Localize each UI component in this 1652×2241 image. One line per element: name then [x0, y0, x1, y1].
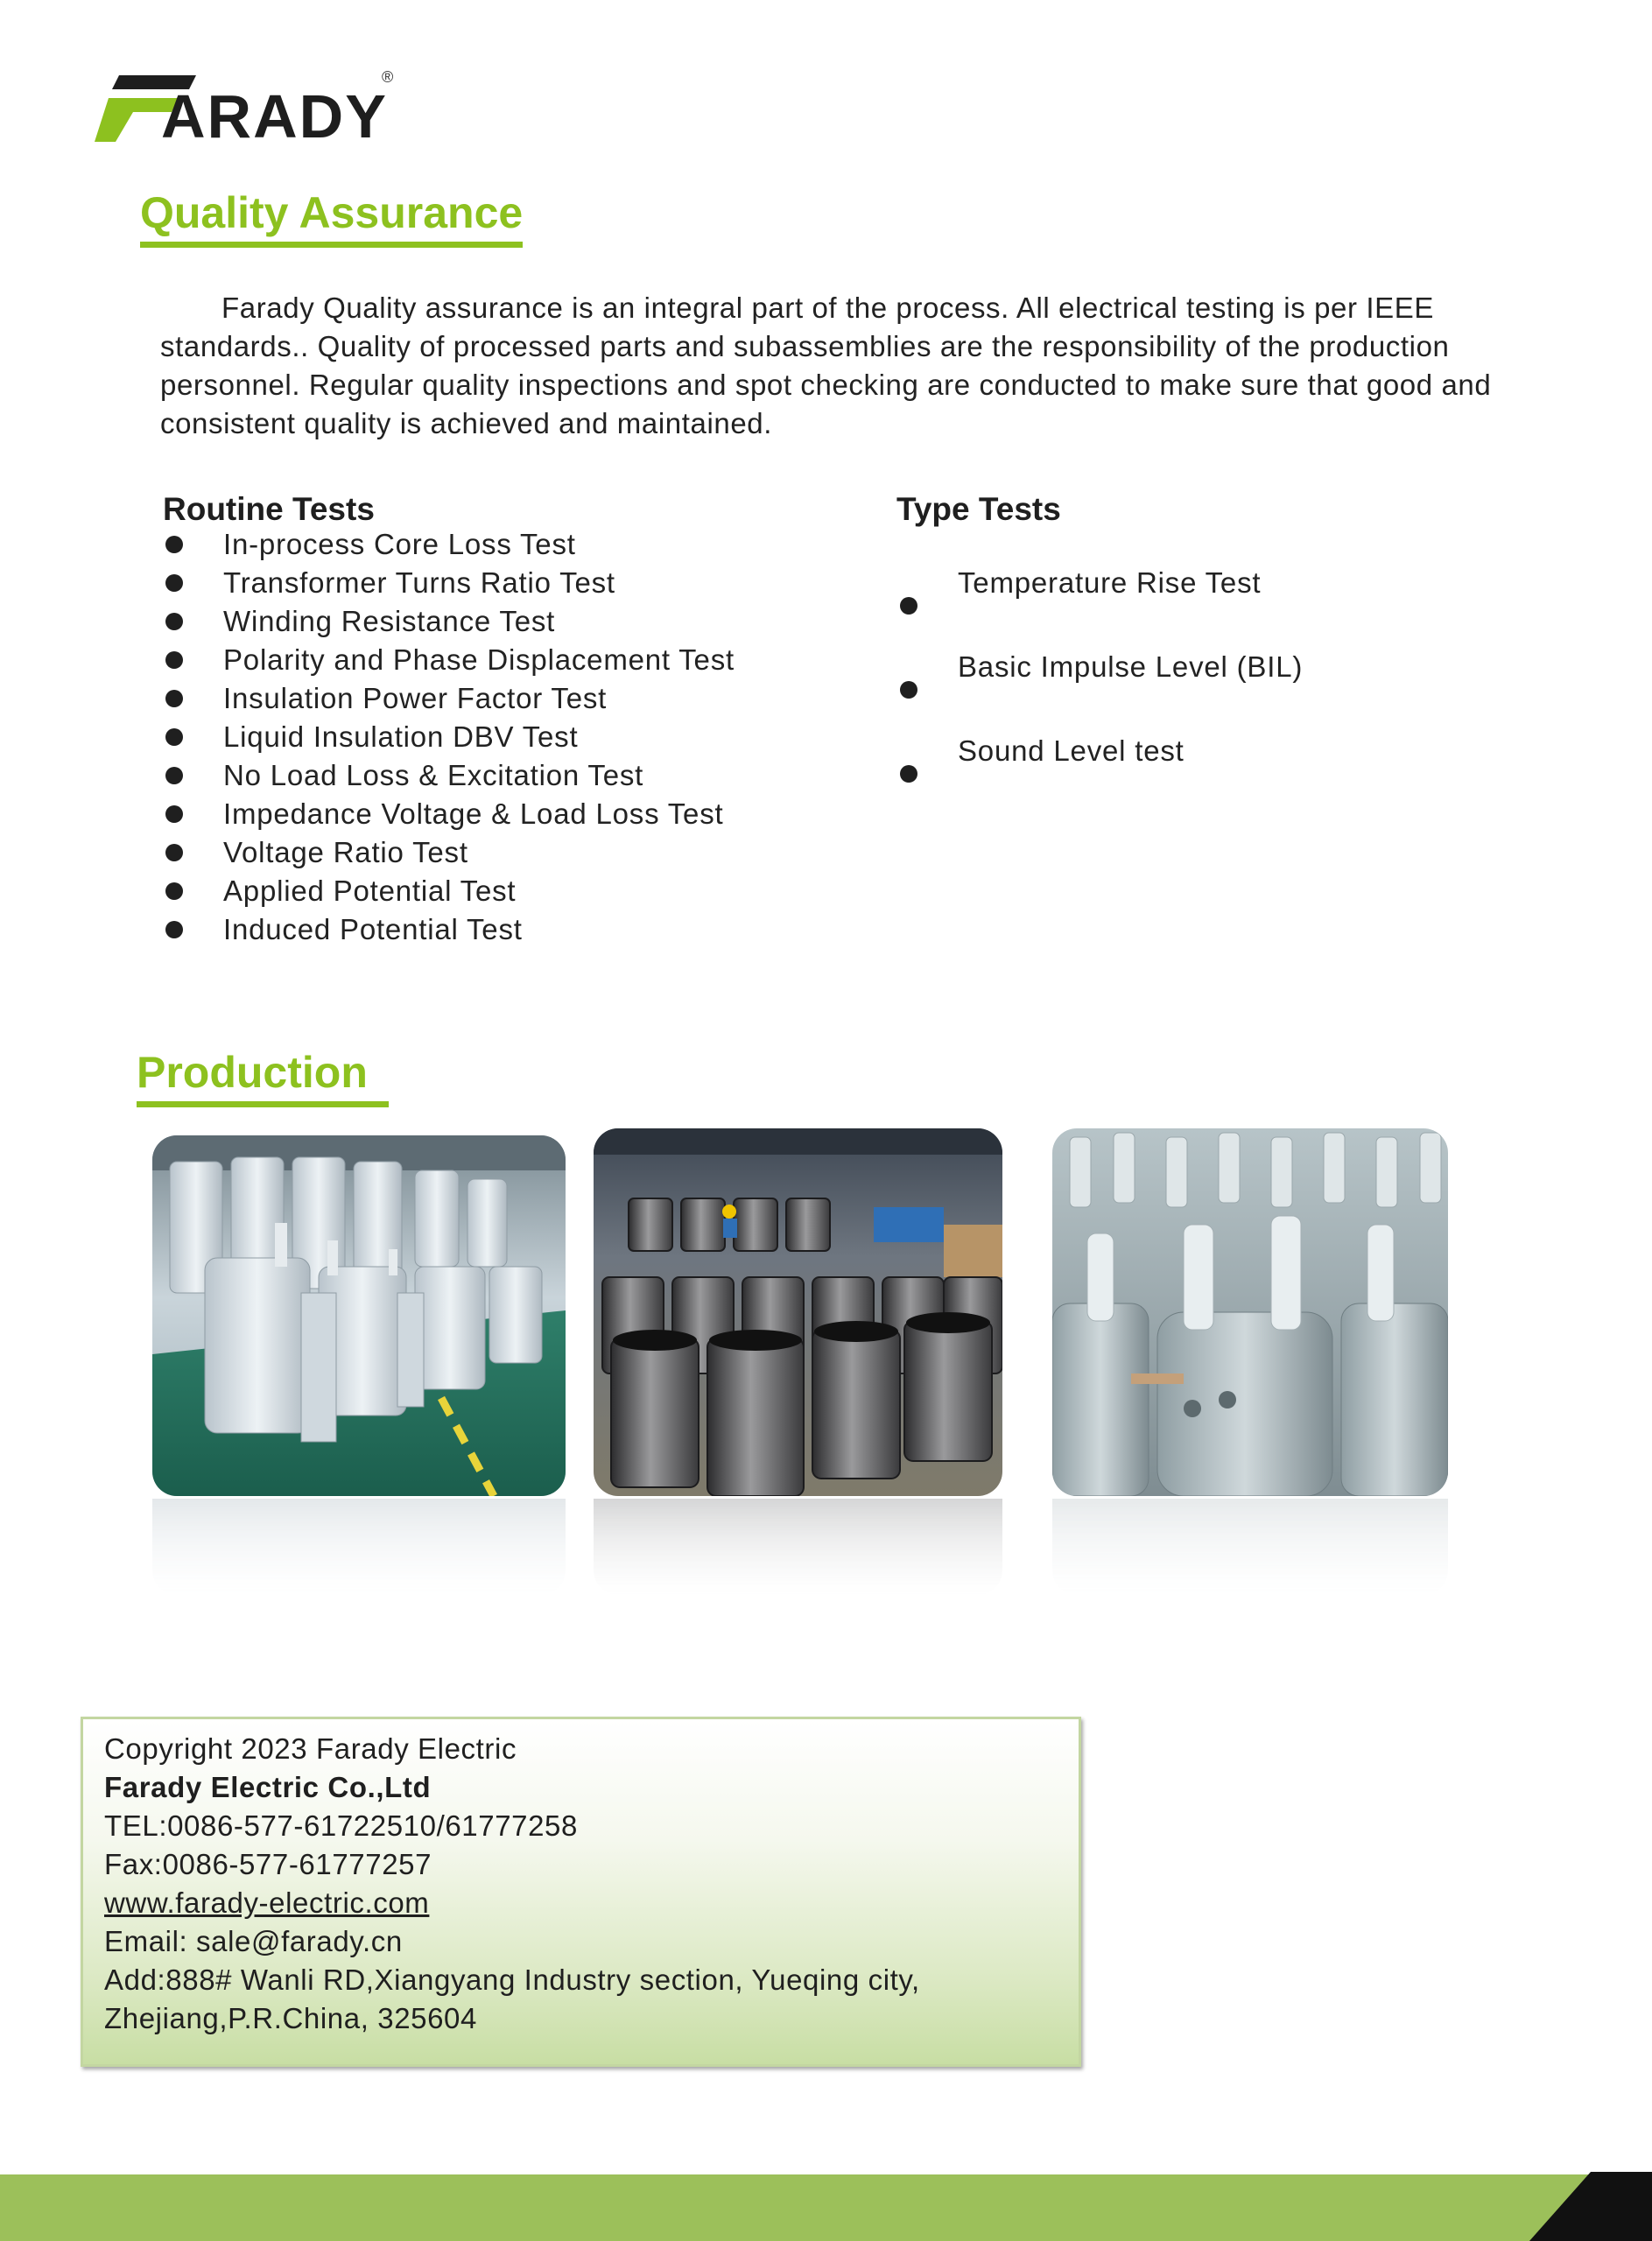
contact-info-box [81, 1717, 1081, 2067]
production-title: Production [137, 1050, 389, 1107]
list-item [223, 795, 735, 833]
bullet-icon [165, 767, 183, 784]
list-item [223, 525, 735, 564]
list-item-text: In-process Core Loss Test [223, 528, 576, 560]
transformers-illustration [152, 1135, 566, 1496]
list-item-text: Transformer Turns Ratio Test [223, 566, 615, 599]
list-item [223, 602, 735, 641]
list-item [223, 872, 735, 910]
telephone: TEL:0086-577-61722510/61777258 [104, 1809, 578, 1842]
list-item [223, 718, 735, 756]
bullet-icon [165, 651, 183, 669]
bullet-icon [165, 805, 183, 823]
list-item-text: Liquid Insulation DBV Test [223, 720, 579, 753]
list-item [958, 564, 1303, 648]
production-photo-transformers [152, 1135, 566, 1496]
bullet-icon [165, 613, 183, 630]
production-photo-bushings [1052, 1128, 1448, 1496]
list-item [223, 641, 735, 679]
email: Email: sale@farady.cn [104, 1925, 403, 1957]
list-item-text: Insulation Power Factor Test [223, 682, 608, 714]
list-item [958, 732, 1303, 816]
list-item-text: No Load Loss & Excitation Test [223, 759, 644, 791]
list-item-text: Basic Impulse Level (BIL) [958, 650, 1304, 683]
bullet-icon [165, 574, 183, 592]
list-item [958, 648, 1303, 732]
production-photo-steel-tanks [594, 1128, 1002, 1496]
bullet-icon [165, 728, 183, 746]
quality-intro-paragraph: Farady Quality assurance is an integral part of the process. All electrical testing is per IEEE standards.. Quality of processed parts and subassemblies are the responsibility of the production personnel. Regular quality inspections and spot checking are conducted to make sure that good and consistent quality is achieved and maintained. [160, 292, 1492, 439]
list-item-text: Impedance Voltage & Load Loss Test [223, 797, 724, 830]
logo-wordmark: ARADY [161, 82, 388, 151]
bullet-icon [900, 681, 917, 699]
photo-reflection [594, 1499, 1002, 1595]
steel-tanks-illustration [594, 1128, 1002, 1496]
type-tests-heading: Type Tests [896, 491, 1061, 527]
photo-reflection [152, 1499, 566, 1595]
type-tests-list [958, 564, 1303, 816]
routine-tests-list [223, 525, 735, 949]
list-item [223, 833, 735, 872]
farady-logo [93, 61, 408, 149]
bullet-icon [165, 536, 183, 553]
list-item-text: Voltage Ratio Test [223, 836, 468, 868]
list-item-text: Polarity and Phase Displacement Test [223, 643, 735, 676]
list-item [223, 910, 735, 949]
copyright-text: Copyright 2023 Farady Electric [104, 1732, 517, 1765]
list-item-text: Induced Potential Test [223, 913, 523, 945]
bushings-illustration [1052, 1128, 1448, 1496]
bullet-icon [165, 690, 183, 707]
photo-reflection [1052, 1499, 1448, 1595]
footer-corner-shape [1529, 2172, 1652, 2241]
list-item-text: Winding Resistance Test [223, 605, 556, 637]
list-item [223, 564, 735, 602]
bullet-icon [900, 765, 917, 783]
bullet-icon [165, 882, 183, 900]
routine-tests-heading: Routine Tests [163, 491, 375, 527]
registered-mark: ® [382, 68, 394, 86]
list-item-text: Sound Level test [958, 734, 1185, 767]
address-line-1: Add:888# Wanli RD,Xiangyang Industry section, Yueqing city, [104, 1964, 920, 1996]
website-link[interactable]: www.farady-electric.com [104, 1886, 430, 1919]
list-item-text: Temperature Rise Test [958, 566, 1262, 599]
footer-bar [0, 2174, 1652, 2241]
quality-assurance-title: Quality Assurance [140, 191, 523, 248]
bullet-icon [165, 921, 183, 938]
bullet-icon [165, 844, 183, 861]
address-line-2: Zhejiang,P.R.China, 325604 [104, 2002, 477, 2034]
list-item-text: Applied Potential Test [223, 875, 517, 907]
bullet-icon [900, 597, 917, 615]
fax: Fax:0086-577-61777257 [104, 1848, 432, 1880]
list-item [223, 756, 735, 795]
company-name: Farady Electric Co.,Ltd [104, 1771, 432, 1803]
list-item [223, 679, 735, 718]
